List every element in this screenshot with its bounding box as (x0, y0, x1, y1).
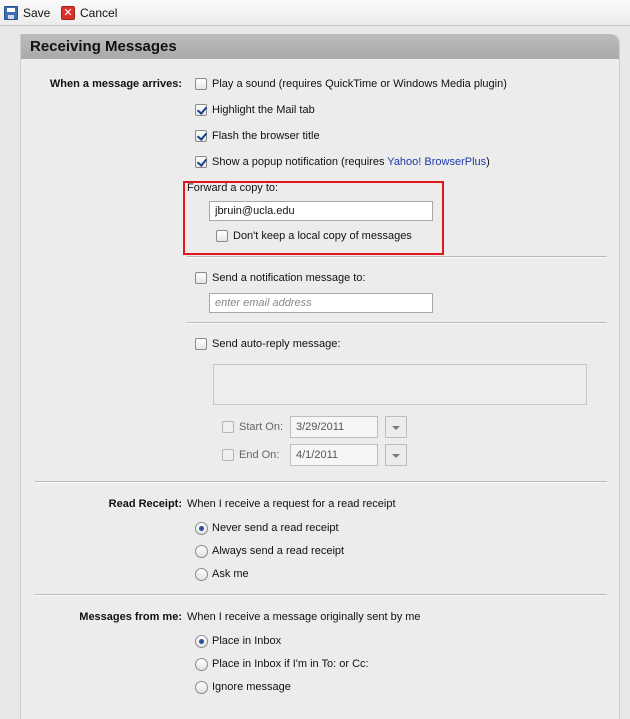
end-on-checkbox[interactable] (222, 449, 234, 461)
divider (187, 322, 607, 324)
popup-notification-text: Show a popup notification (requires (212, 156, 388, 168)
dont-keep-local-copy-label: Don't keep a local copy of messages (233, 230, 412, 242)
divider (187, 256, 607, 258)
message-arrives-label: When a message arrives: (49, 78, 182, 90)
play-sound-label: Play a sound (requires QuickTime or Windows Media plugin) (212, 78, 507, 90)
popup-notification-label (212, 156, 490, 168)
play-sound-checkbox[interactable] (195, 78, 207, 90)
place-in-inbox-radio[interactable] (195, 635, 208, 648)
notification-email-input[interactable] (209, 293, 433, 313)
save-button-label: Save (23, 6, 51, 20)
read-receipt-label: Read Receipt: (108, 498, 182, 510)
send-notification-checkbox[interactable] (195, 272, 207, 284)
end-on-label: End On: (239, 449, 280, 461)
ask-me-label: Ask me (212, 568, 249, 580)
always-send-read-receipt-label: Always send a read receipt (212, 545, 345, 557)
flash-browser-title-label: Flash the browser title (212, 130, 320, 142)
never-send-read-receipt-radio[interactable] (195, 522, 208, 535)
popup-notification-checkbox[interactable] (195, 156, 207, 168)
cancel-button-label: Cancel (80, 6, 118, 20)
cancel-button[interactable] (61, 4, 117, 22)
toolbar (0, 0, 630, 26)
start-on-checkbox[interactable] (222, 421, 234, 433)
close-icon: ✕ (61, 6, 75, 20)
flash-browser-title-checkbox[interactable] (195, 130, 207, 142)
save-button[interactable] (4, 4, 50, 22)
start-date-input[interactable] (290, 416, 378, 438)
forward-email-input[interactable] (209, 201, 433, 221)
highlight-mail-tab-checkbox[interactable] (195, 104, 207, 116)
read-receipt-description: When I receive a request for a read receipt (187, 498, 396, 510)
messages-from-me-label: Messages from me: (79, 611, 182, 623)
page-title: Receiving Messages (30, 38, 177, 55)
place-in-inbox-if-to-cc-radio[interactable] (195, 658, 208, 671)
forward-copy-label: Forward a copy to: (187, 182, 279, 194)
ignore-message-label: Ignore message (212, 681, 291, 693)
send-auto-reply-label: Send auto-reply message: (212, 338, 341, 350)
yahoo-browserplus-link[interactable]: Yahoo! BrowserPlus (387, 156, 487, 168)
never-send-read-receipt-label: Never send a read receipt (212, 522, 339, 534)
start-date-picker-button[interactable] (385, 416, 407, 438)
floppy-disk-icon (4, 6, 18, 20)
send-notification-label: Send a notification message to: (212, 272, 366, 284)
messages-from-me-description: When I receive a message originally sent by me (187, 611, 421, 623)
panel-header (21, 34, 619, 59)
end-date-input[interactable] (290, 444, 378, 466)
receiving-messages-panel (20, 34, 620, 719)
ignore-message-radio[interactable] (195, 681, 208, 694)
popup-notification-suffix: ) (486, 156, 490, 168)
highlight-mail-tab-label: Highlight the Mail tab (212, 104, 315, 116)
divider (35, 594, 607, 596)
dont-keep-local-copy-checkbox[interactable] (216, 230, 228, 242)
place-in-inbox-label: Place in Inbox (212, 635, 282, 647)
send-auto-reply-checkbox[interactable] (195, 338, 207, 350)
start-on-label: Start On: (239, 421, 284, 433)
auto-reply-message-textarea[interactable] (213, 364, 587, 405)
place-in-inbox-if-to-cc-label: Place in Inbox if I'm in To: or Cc: (212, 658, 369, 670)
divider (35, 481, 607, 483)
ask-me-radio[interactable] (195, 568, 208, 581)
always-send-read-receipt-radio[interactable] (195, 545, 208, 558)
end-date-picker-button[interactable] (385, 444, 407, 466)
